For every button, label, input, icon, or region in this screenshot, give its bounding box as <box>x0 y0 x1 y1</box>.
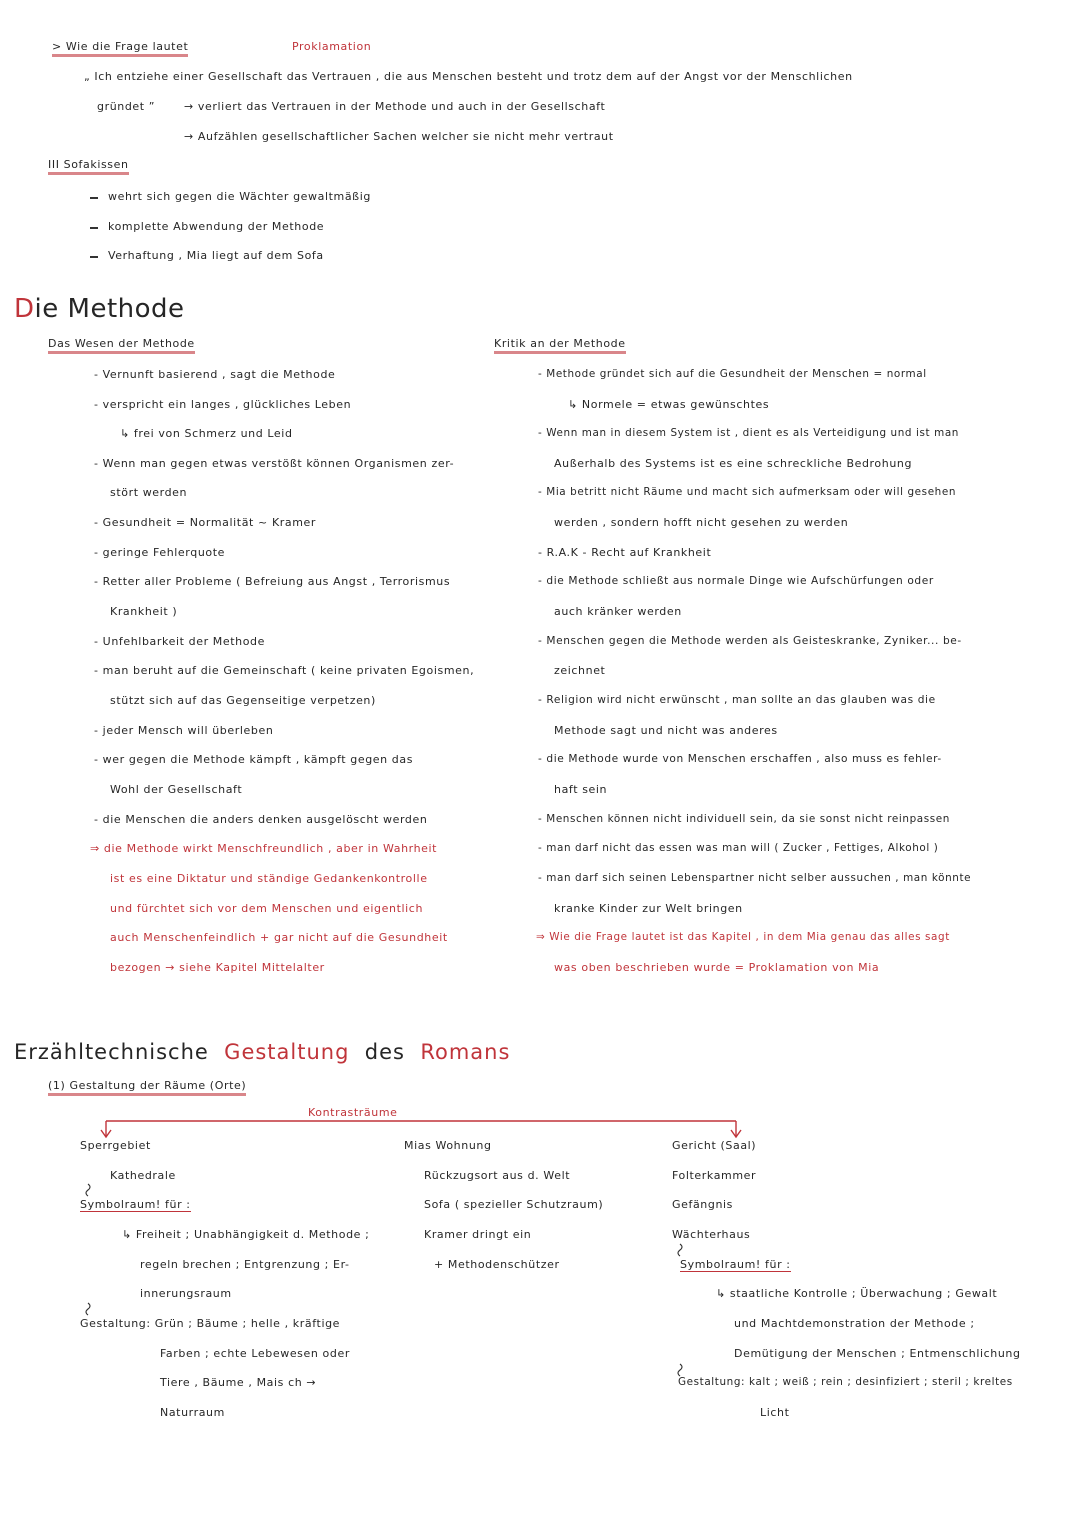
gestaltung-line: Tiere , Bäume , Mais ch → <box>160 1376 317 1389</box>
quote-line: gründet ” <box>97 100 156 113</box>
raum-heading-sperrgebiet: Sperrgebiet <box>80 1139 151 1152</box>
list-item: Außerhalb des Systems ist es eine schreckliche Bedrohung <box>554 457 913 470</box>
raum-heading-gericht: Gericht (Saal) <box>672 1139 757 1152</box>
raum-item: regeln brechen ; Entgrenzung ; Er- <box>140 1258 350 1271</box>
raum-item: innerungsraum <box>140 1287 232 1300</box>
list-item: - man darf sich seinen Lebenspartner nicht selber aussuchen , man könnte <box>538 872 972 884</box>
list-item: haft sein <box>554 783 608 796</box>
list-item: - die Menschen die anders denken ausgelöscht werden <box>94 813 428 826</box>
gestaltung-line: Naturraum <box>160 1406 225 1419</box>
list-item: - Menschen gegen die Methode werden als Geisteskranke, Zyniker... be- <box>538 635 962 647</box>
gestaltung-line: Gestaltung: kalt ; weiß ; rein ; desinfiziert ; steril ; kreltes <box>678 1376 1013 1388</box>
list-item: Verhaftung , Mia liegt auf dem Sofa <box>108 249 324 262</box>
list-item: werden , sondern hofft nicht gesehen zu werden <box>554 516 849 529</box>
list-item: - man beruht auf die Gemeinschaft ( keine privaten Egoismen, <box>94 664 475 677</box>
list-item: - Menschen können nicht individuell sein, da sie sonst nicht reinpassen <box>538 813 950 825</box>
conclusion-line: und fürchtet sich vor dem Menschen und eigentlich <box>110 902 424 915</box>
section-title-erzaehltechnik: Erzähltechnische Gestaltung des Romans <box>14 1040 511 1064</box>
list-item: ↳ Normele = etwas gewünschtes <box>568 398 770 411</box>
list-item: Methode sagt und nicht was anderes <box>554 724 778 737</box>
list-item: auch kränker werden <box>554 605 682 618</box>
list-item: - wer gegen die Methode kämpft , kämpft gegen das <box>94 753 414 766</box>
list-item: - verspricht ein langes , glückliches Leben <box>94 398 352 411</box>
list-item: - Retter aller Probleme ( Befreiung aus Angst , Terrorismus <box>94 575 451 588</box>
list-item: - man darf nicht das essen was man will ( Zucker , Fettiges, Alkohol ) <box>538 842 939 854</box>
raum-item: + Methodenschützer <box>434 1258 560 1271</box>
list-item: - Wenn man gegen etwas verstößt können Organismen zer- <box>94 457 455 470</box>
list-item: - jeder Mensch will überleben <box>94 724 274 737</box>
arrow-note: → verliert das Vertrauen in der Methode und auch in der Gesellschaft <box>184 100 606 113</box>
section-heading-sofakissen: III Sofakissen <box>48 158 129 175</box>
raum-heading-wohnung: Mias Wohnung <box>404 1139 492 1152</box>
list-item: - Unfehlbarkeit der Methode <box>94 635 266 648</box>
raum-item: Sofa ( spezieller Schutzraum) <box>424 1198 604 1211</box>
raum-item: Kathedrale <box>110 1169 176 1182</box>
quote-line: „ Ich entziehe einer Gesellschaft das Vertrauen , die aus Menschen besteht und trotz dem auf der Angst vor der Menschlichen <box>84 70 853 83</box>
raum-item: Wächterhaus <box>672 1228 751 1241</box>
list-item: Krankheit ) <box>110 605 178 618</box>
list-item: - die Methode wurde von Menschen erschaffen , also muss es fehler- <box>538 753 942 765</box>
conclusion-line: ⇒ die Methode wirkt Menschfreundlich , aber in Wahrheit <box>90 842 438 855</box>
conclusion-line: was oben beschrieben wurde = Proklamation von Mia <box>554 961 880 974</box>
list-item: - R.A.K - Recht auf Krankheit <box>538 546 712 559</box>
list-item: zeichnet <box>554 664 606 677</box>
conclusion-line: ist es eine Diktatur und ständige Gedankenkontrolle <box>110 872 428 885</box>
conclusion-line: bezogen → siehe Kapitel Mittelalter <box>110 961 325 974</box>
list-item: - Religion wird nicht erwünscht , man sollte an das glauben was die <box>538 694 936 706</box>
raum-item: Demütigung der Menschen ; Entmenschlichung <box>734 1347 1021 1360</box>
conclusion-line: auch Menschenfeindlich + gar nicht auf die Gesundheit <box>110 931 448 944</box>
list-item: - geringe Fehlerquote <box>94 546 225 559</box>
list-item: - Wenn man in diesem System ist , dient es als Verteidigung und ist man <box>538 427 959 439</box>
page-title-methode: Die Methode <box>14 294 185 324</box>
gestaltung-line: Gestaltung: Grün ; Bäume ; helle , kräftige <box>80 1317 341 1330</box>
list-item: wehrt sich gegen die Wächter gewaltmäßig <box>108 190 371 203</box>
conclusion-line: ⇒ Wie die Frage lautet ist das Kapitel , in dem Mia genau das alles sagt <box>536 931 950 943</box>
gestaltung-line: Farben ; echte Lebewesen oder <box>160 1347 350 1360</box>
raum-item: ↳ staatliche Kontrolle ; Überwachung ; Gewalt <box>716 1287 998 1300</box>
list-item: ↳ frei von Schmerz und Leid <box>120 427 293 440</box>
raum-item: Kramer dringt ein <box>424 1228 532 1241</box>
list-item: stützt sich auf das Gegenseitige verpetzen) <box>110 694 376 707</box>
arrow-note: → Aufzählen gesellschaftlicher Sachen welcher sie nicht mehr vertraut <box>184 130 614 143</box>
symbolraum-label: Symbolraum! für : <box>680 1258 791 1271</box>
column-heading-wesen: Das Wesen der Methode <box>48 337 195 354</box>
list-item: Wohl der Gesellschaft <box>110 783 243 796</box>
gestaltung-line: Licht <box>760 1406 790 1419</box>
list-item: - Mia betritt nicht Räume und macht sich aufmerksam oder will gesehen <box>538 486 957 498</box>
column-heading-kritik: Kritik an der Methode <box>494 337 626 354</box>
section-heading-frage: > Wie die Frage lautet <box>52 40 188 57</box>
list-item: - Methode gründet sich auf die Gesundheit der Menschen = normal <box>538 368 927 380</box>
subheading-raeume: (1) Gestaltung der Räume (Orte) <box>48 1079 246 1096</box>
list-item: - die Methode schließt aus normale Dinge wie Aufschürfungen oder <box>538 575 934 587</box>
list-item: komplette Abwendung der Methode <box>108 220 325 233</box>
kontrastraeume-label: Kontrasträume <box>308 1106 398 1119</box>
raum-item: und Machtdemonstration der Methode ; <box>734 1317 975 1330</box>
raum-item: Folterkammer <box>672 1169 757 1182</box>
list-item: kranke Kinder zur Welt bringen <box>554 902 743 915</box>
proklamation-tag: Proklamation <box>292 40 372 53</box>
symbolraum-label: Symbolraum! für : <box>80 1198 191 1211</box>
list-item: stört werden <box>110 486 188 499</box>
raum-item: Rückzugsort aus d. Welt <box>424 1169 571 1182</box>
raum-item: Gefängnis <box>672 1198 734 1211</box>
list-item: - Gesundheit = Normalität ~ Kramer <box>94 516 317 529</box>
raum-item: ↳ Freiheit ; Unabhängigkeit d. Methode ; <box>122 1228 370 1241</box>
list-item: - Vernunft basierend , sagt die Methode <box>94 368 336 381</box>
